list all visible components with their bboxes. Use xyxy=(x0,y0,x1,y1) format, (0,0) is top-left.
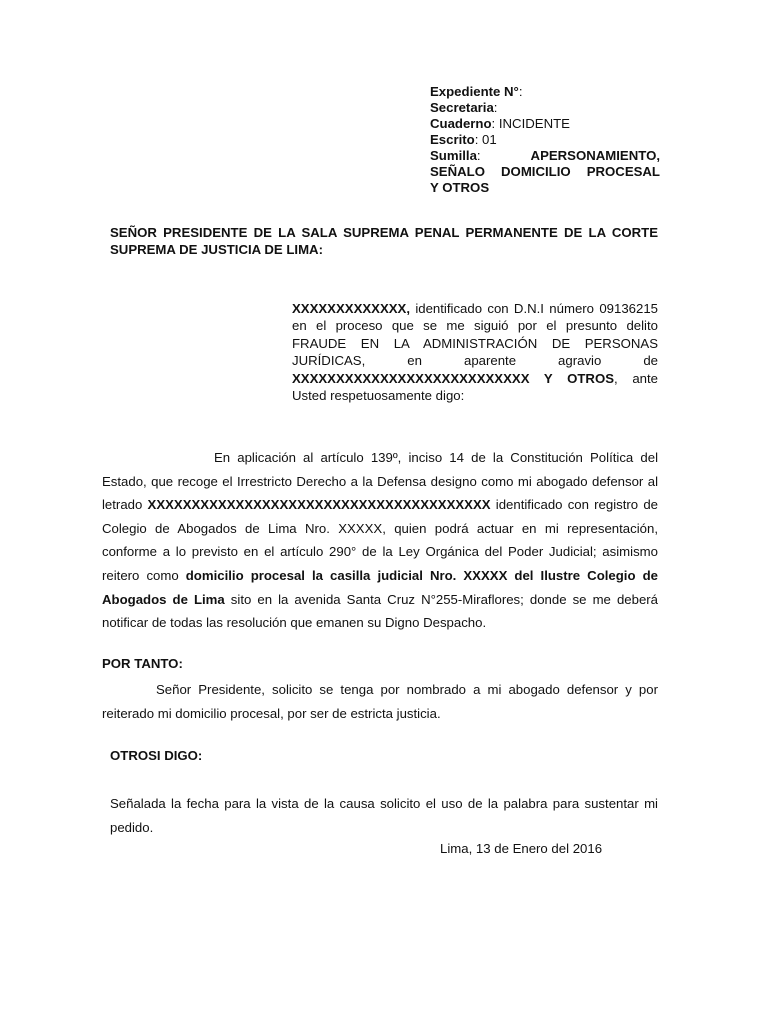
escrito-label: Escrito xyxy=(430,132,475,147)
intro-text-2: , ante Usted respetuosamente digo: xyxy=(292,370,658,404)
por-tanto-paragraph xyxy=(102,678,658,725)
expediente-value: : xyxy=(518,84,523,99)
main-text-1: En aplicación al artículo 139º, inciso 14 de la Constitución Política del Estado, que recoge el Irrestricto Derecho a la Defensa designo como mi abogado defensor al letrado xyxy=(102,450,658,513)
escrito-row xyxy=(430,132,660,148)
sumilla-line-2: SEÑALO DOMICILIO PROCESAL xyxy=(430,164,660,179)
cuaderno-row xyxy=(430,116,660,132)
expediente-row xyxy=(430,84,660,100)
secretaria-label: Secretaria xyxy=(430,100,494,115)
addressee-heading: SEÑOR PRESIDENTE DE LA SALA SUPREMA PENAL PERMANENTE DE LA CORTE SUPREMA DE JUSTICIA DE LIMA: xyxy=(110,225,658,257)
main-text-3: sito en la avenida Santa Cruz N°255-Miraflores; donde se me deberá notificar de todas las resolución que emanen su Digno Despacho. xyxy=(102,591,659,631)
secretaria-value: : xyxy=(493,100,498,115)
petitioner-name: XXXXXXXXXXXXX, xyxy=(292,301,411,316)
otrosi-heading: OTROSI DIGO: xyxy=(110,748,203,763)
case-header xyxy=(430,84,660,196)
cuaderno-label: Cuaderno xyxy=(430,116,492,131)
otrosi-paragraph: Señalada la fecha para la vista de la causa solicito el uso de la palabra para sustentar mi pedido. xyxy=(110,796,658,835)
aggrieved-parties: XXXXXXXXXXXXXXXXXXXXXXXXXXX Y OTROS xyxy=(292,370,615,386)
expediente-label: Expediente N° xyxy=(430,84,519,99)
sumilla-label: Sumilla xyxy=(430,148,477,163)
cuaderno-value: : INCIDENTE xyxy=(491,116,570,131)
date-line: Lima, 13 de Enero del 2016 xyxy=(440,841,603,856)
intro-text-1: identificado con D.N.I número 09136215 en el proceso que se me siguió por el presunto delito FRAUDE EN LA ADMINISTRACIÓN DE PERSONAS JURÍDICAS, en aparente agravio de xyxy=(292,301,658,369)
procedural-address: domicilio procesal la casilla judicial Nro. XXXXX del Ilustre Colegio de Abogados de Lima xyxy=(102,567,658,607)
escrito-value: : 01 xyxy=(474,132,497,147)
intro-paragraph xyxy=(292,300,658,404)
sumilla-row: Sumilla: APERSONAMIENTO, xyxy=(430,148,660,163)
sumilla-line-3: Y OTROS xyxy=(430,180,490,195)
lawyer-name: XXXXXXXXXXXXXXXXXXXXXXXXXXXXXXXXXXXXXXX xyxy=(147,497,491,513)
sumilla-value-1: APERSONAMIENTO, xyxy=(530,148,660,163)
main-paragraph xyxy=(102,446,658,635)
secretaria-row xyxy=(430,100,660,116)
main-text-2: identificado con registro de Colegio de Abogados de Lima Nro. XXXXX, quien podrá actuar en mi representación, conforme a lo previsto en el artículo 290° de la Ley Orgánica del Poder Judicial; asimismo reitero como xyxy=(102,497,658,583)
por-tanto-heading: POR TANTO: xyxy=(102,656,183,671)
por-tanto-text: Señor Presidente, solicito se tenga por nombrado a mi abogado defensor y por reiterado mi domicilio procesal, por ser de estricta justicia. xyxy=(102,682,658,721)
